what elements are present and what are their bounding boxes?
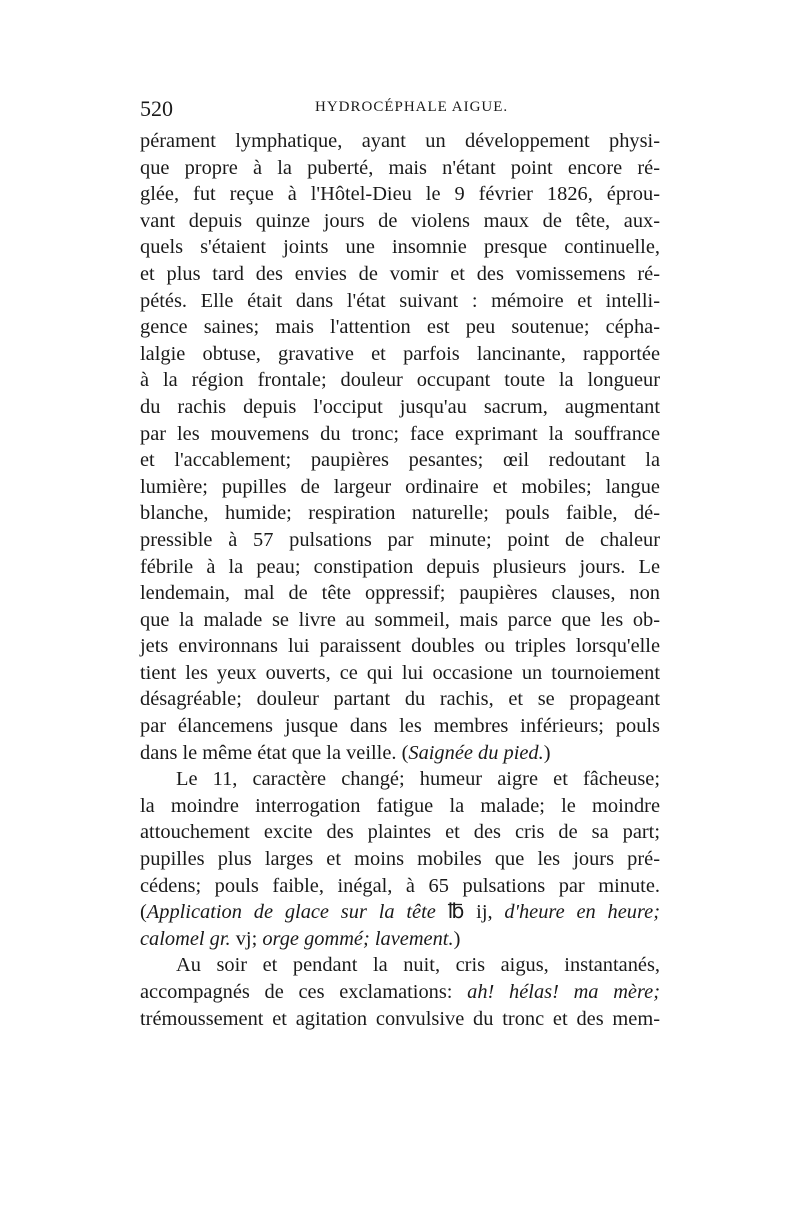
text-segment: ) xyxy=(453,927,461,950)
text-line: désagréable; douleur partant du rachis, et se propageant xyxy=(140,688,660,711)
text-line: et plus tard des envies de vomir et des vomissemens ré- xyxy=(140,262,660,285)
text-line: gence saines; mais l'attention est peu soutenue; cépha- xyxy=(140,316,660,339)
text-segment: ℔ ij, xyxy=(435,901,505,924)
body-text xyxy=(140,128,660,1032)
text-line: lumière; pupilles de largeur ordinaire et mobiles; langue xyxy=(140,475,660,498)
text-line: cédens; pouls faible, inégal, à 65 pulsations par minute. xyxy=(140,874,660,897)
italic-text: calomel gr. xyxy=(140,927,231,950)
text-line: pressible à 57 pulsations par minute; point de chaleur xyxy=(140,528,660,551)
text-line: jets environnans lui paraissent doubles ou triples lorsqu'elle xyxy=(140,635,660,658)
text-line: vant depuis quinze jours de violens maux de tête, aux- xyxy=(140,209,660,232)
text-line: blanche, humide; respiration naturelle; pouls faible, dé- xyxy=(140,502,660,525)
text-line: du rachis depuis l'occiput jusqu'au sacrum, augmentant xyxy=(140,395,660,418)
italic-text: Application de glace sur la tête xyxy=(146,901,436,924)
text-line: par élancemens jusque dans les membres inférieurs; pouls xyxy=(140,715,660,738)
text-line: attouchement excite des plaintes et des cris de sa part; xyxy=(140,821,660,844)
text-line: Au soir et pendant la nuit, cris aigus, instantanés, xyxy=(176,954,660,977)
text-segment: ( xyxy=(140,901,147,924)
text-line: Le 11, caractère changé; humeur aigre et fâcheuse; xyxy=(176,768,660,791)
text-line: à la région frontale; douleur occupant toute la longueur xyxy=(140,369,660,392)
text-line: trémoussement et agitation convulsive du tronc et des mem- xyxy=(140,1007,660,1030)
italic-text: ah! hélas! ma mère; xyxy=(467,981,660,1003)
text-line: fébrile à la peau; constipation depuis plusieurs jours. Le xyxy=(140,555,660,578)
running-head: HYDROCÉPHALE AIGUE. xyxy=(315,99,509,115)
text-line: glée, fut reçue à l'Hôtel-Dieu le 9 février 1826, éprou- xyxy=(140,183,660,206)
italic-text: d'heure en heure; xyxy=(504,901,660,924)
text-line: la moindre interrogation fatigue la malade; le moindre xyxy=(140,794,660,817)
text-segment: ) xyxy=(543,741,551,764)
text-line: que propre à la puberté, mais n'étant point encore ré- xyxy=(140,156,660,179)
text-line: lalgie obtuse, gravative et parfois lancinante, rapportée xyxy=(140,342,660,365)
text-line: par les mouvemens du tronc; face exprimant la souffrance xyxy=(140,422,660,445)
text-line xyxy=(140,979,660,1006)
page-header xyxy=(140,96,660,122)
italic-text: orge gommé; lavement. xyxy=(262,927,454,950)
text-line xyxy=(140,926,660,953)
text-segment: vj; xyxy=(230,927,263,950)
text-line: et l'accablement; paupières pesantes; œil redoutant la xyxy=(140,449,660,472)
text-line: tient les yeux ouverts, ce qui lui occasione un tournoiement xyxy=(140,661,660,684)
text-line: pétés. Elle était dans l'état suivant : mémoire et intelli- xyxy=(140,289,660,312)
text-line: lendemain, mal de tête oppressif; paupières clauses, non xyxy=(140,582,660,605)
italic-text: Saignée du pied. xyxy=(408,741,544,764)
text-line: que la malade se livre au sommeil, mais parce que les ob- xyxy=(140,608,660,631)
text-line xyxy=(140,899,660,926)
text-segment: dans le même état que la veille. ( xyxy=(140,741,409,764)
text-line: pupilles plus larges et moins mobiles que les jours pré- xyxy=(140,848,660,871)
text-line: pérament lymphatique, ayant un développement physi- xyxy=(140,130,660,152)
page-number: 520 xyxy=(140,96,173,121)
text-line: quels s'étaient joints une insomnie presque continuelle, xyxy=(140,236,660,259)
text-line xyxy=(140,740,660,767)
text-segment: accompagnés de ces exclamations: xyxy=(140,981,468,1003)
